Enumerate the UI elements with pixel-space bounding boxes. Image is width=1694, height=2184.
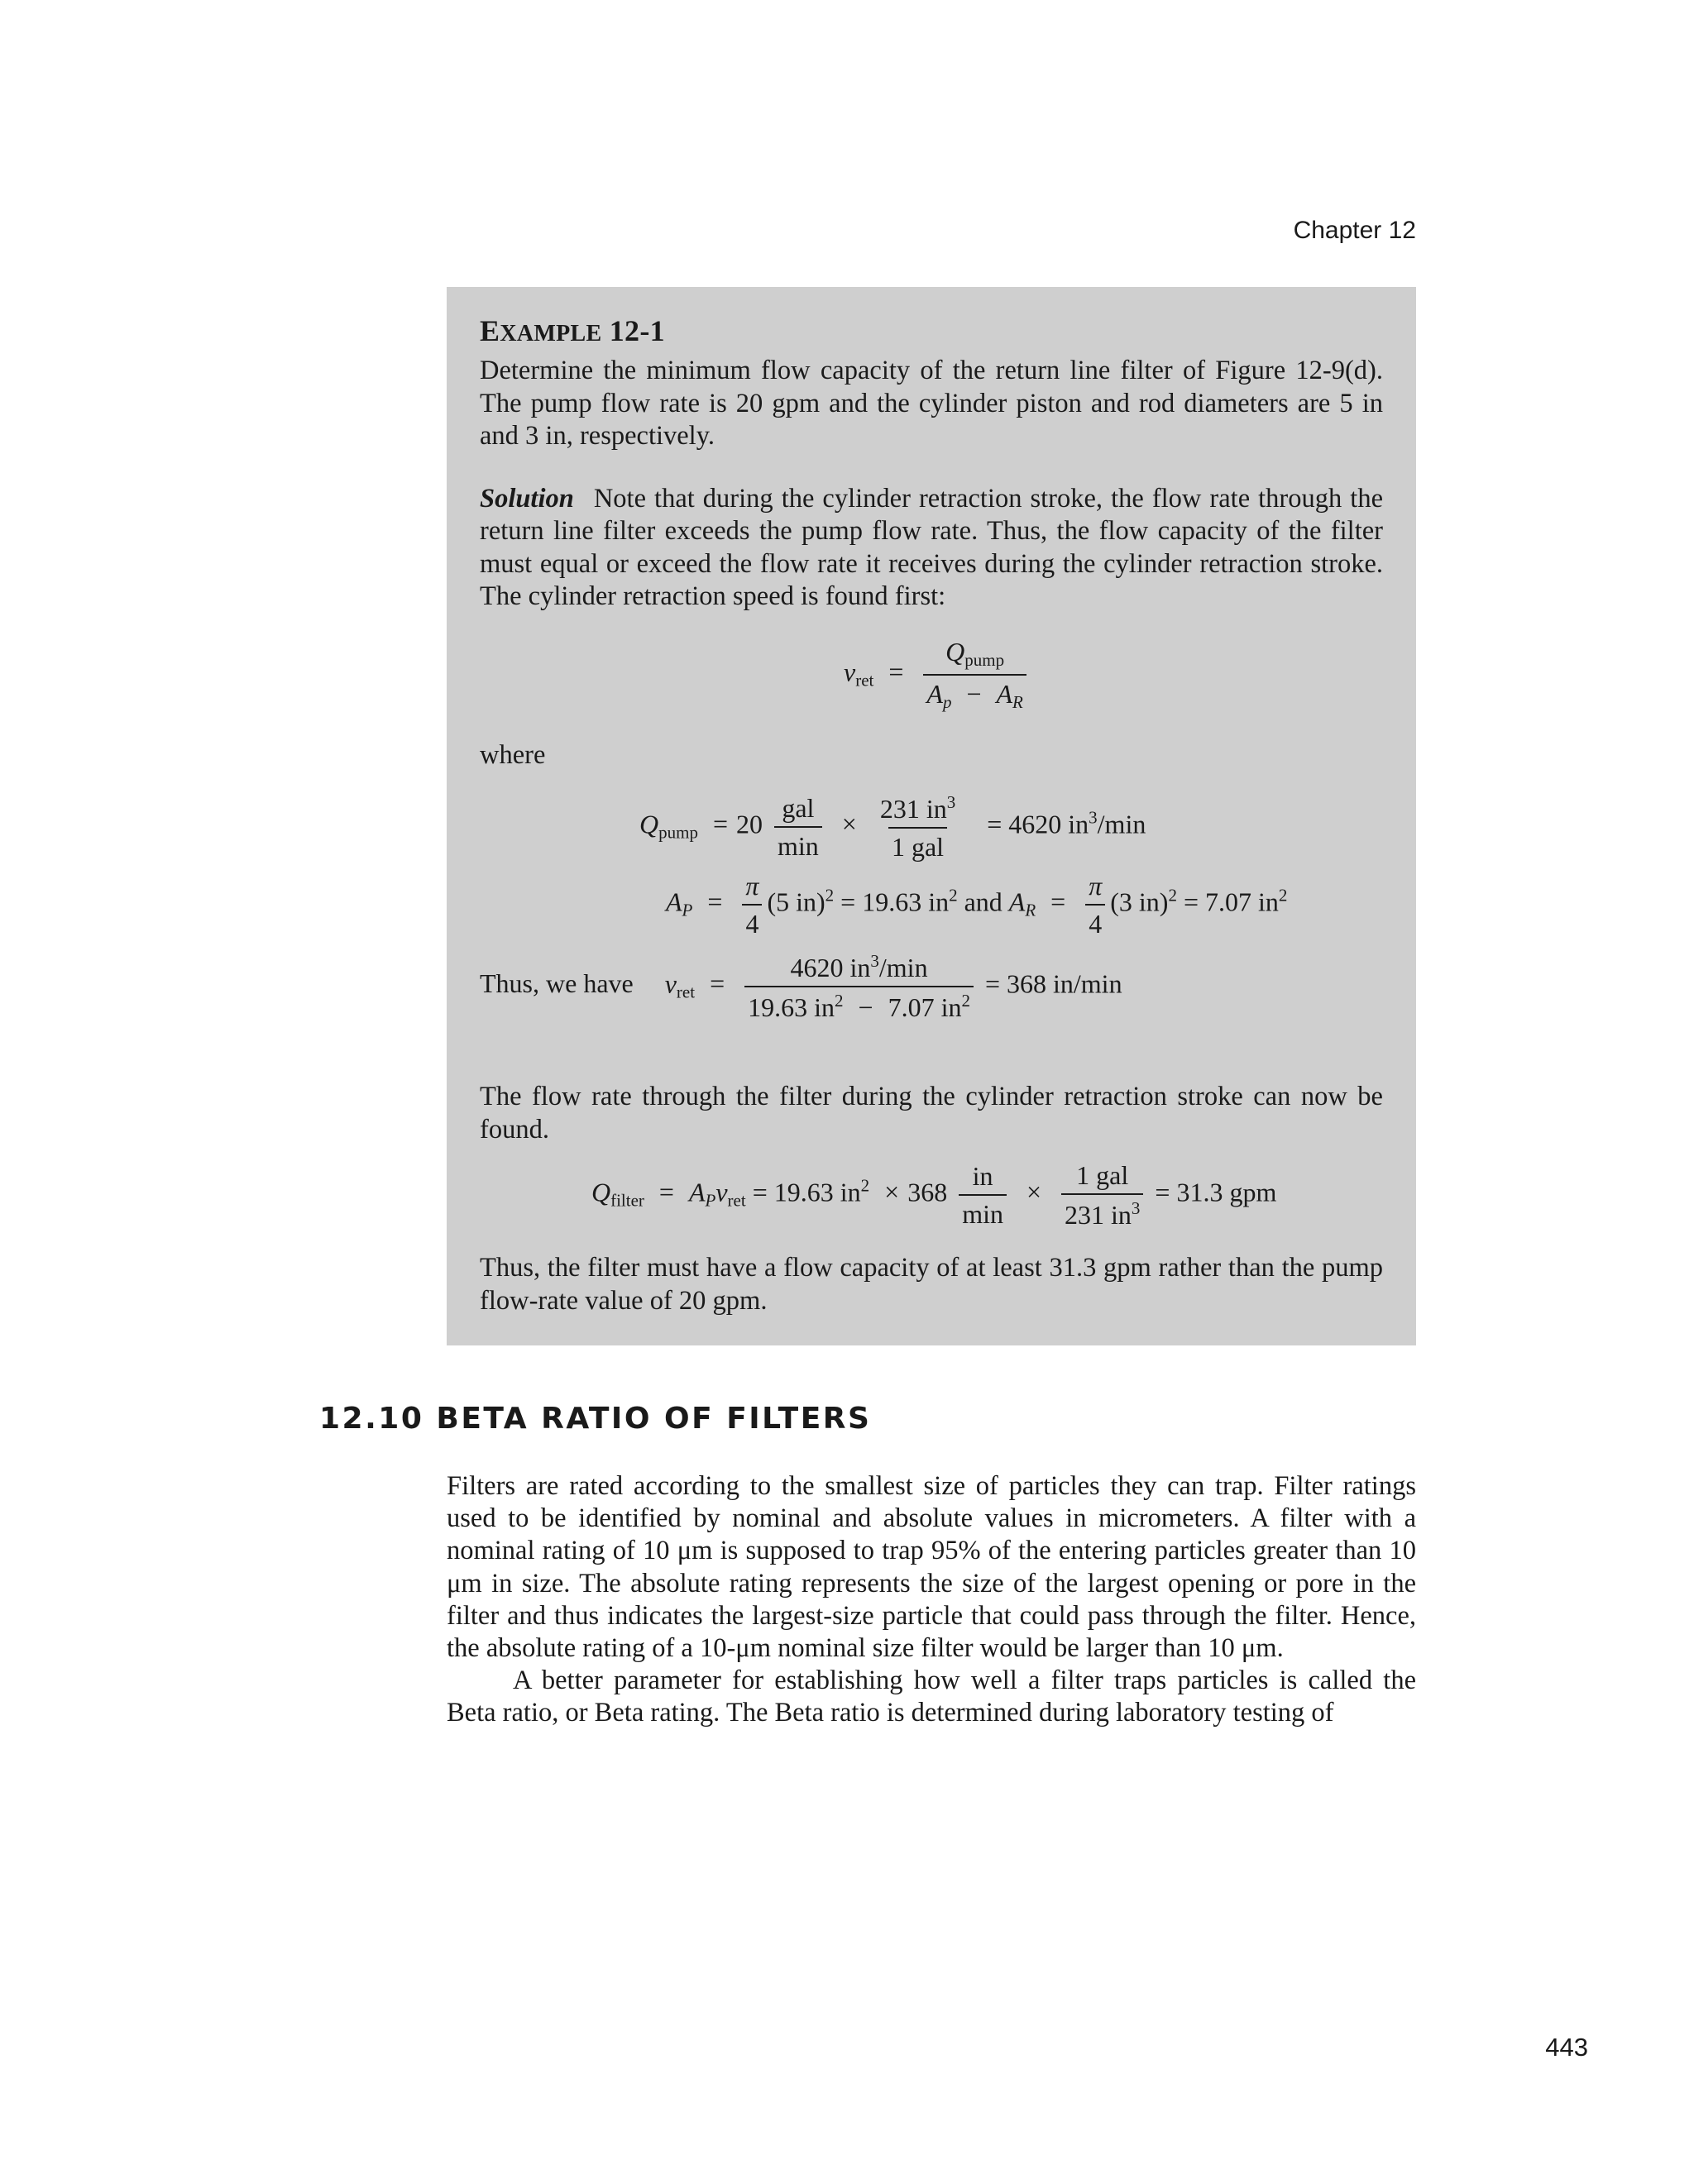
page-number: 443 [1545,2033,1588,2062]
solution-paragraph [480,483,1383,614]
solution-text: Note that during the cylinder retraction stroke, the flow rate through the return line filter exceeds the pump flow rate. Thus, the flow capacity of the filter must equal or exceed the flow rate it receives during the cylinder retraction stroke. The cylinder retraction speed is found first: [480,483,1383,611]
example-title: EXAMPLE 12-1 [480,314,665,347]
example-box [447,287,1416,1345]
where-label: where [480,740,546,770]
equation-vret-formula: $v_{ret}$ = $\frac{Q_{pump}}{A_p - A_R}$ [844,638,1031,711]
example-problem: Determine the minimum flow capacity of the return line filter of Figure 12-9(d). The pump flow rate is 20 gpm and the cylinder piston and rod diameters are 5 in and 3 in, respectively. [480,356,1383,451]
equation-qfilter: $Q_{filter} = A_Pv_{ret} = 19.63$ $in^2 \times 368$ $\frac{in}{\min}$ × $\frac{\text{1 gal}}{231 in^3}$ = 31.3 gpm [591,1160,1277,1230]
equation-vret-value: Thus, we have $v_{ret}$ = $\frac{4620 in^3/\min}{19.63 in^2 - 7.07 in^2}$ = 368 in/min [480,951,1122,1022]
body-paragraph-1: Filters are rated according to the smallest size of particles they can trap. Filter ratings used to be identified by nominal and absolute values in micrometers. A filter with a nominal rating of 10 μm is supposed to trap 95% of the entering particles greater than 10 μm in size. The absolute rating represents the size of the largest opening or pore in the filter and thus indicates the largest-size particle that could pass through the filter. Hence, the absolute rating of a 10-μm nominal size filter would be larger than 10 μm. [447,1471,1416,1664]
section-body [447,1470,1416,1730]
equation-qpump: $Q_{pump} = 20$ $\frac{\text{gal}}{\min}$ × $\frac{231 in^3}{\text{1 gal}}$ = 4620 $in^3/\min$ [639,792,1146,862]
equation-areas: $A_P$ = $\frac{\pi}{4}$ (5 in)$^2$ = 19.63 $in^2$ and $A_R$ = $\frac{\pi}{4}$ (3 in)$^2$ = 7.07 $in^2$ [666,871,1288,939]
section-heading: 12.10 BETA RATIO OF FILTERS [319,1402,872,1436]
running-head: Chapter 12 [1293,217,1416,244]
flow-paragraph: The flow rate through the filter during the cylinder retraction stroke can now be found. [480,1082,1383,1145]
thus-label: Thus, we have [480,968,634,999]
body-paragraph-2: A better parameter for establishing how well a filter traps particles is called the Beta ratio, or Beta rating. The Beta ratio is determined during laboratory testing of [447,1665,1416,1728]
solution-label: Solution [480,483,574,514]
conclusion-paragraph: Thus, the filter must have a flow capacity of at least 31.3 gpm rather than the pump flow-rate value of 20 gpm. [480,1253,1383,1316]
